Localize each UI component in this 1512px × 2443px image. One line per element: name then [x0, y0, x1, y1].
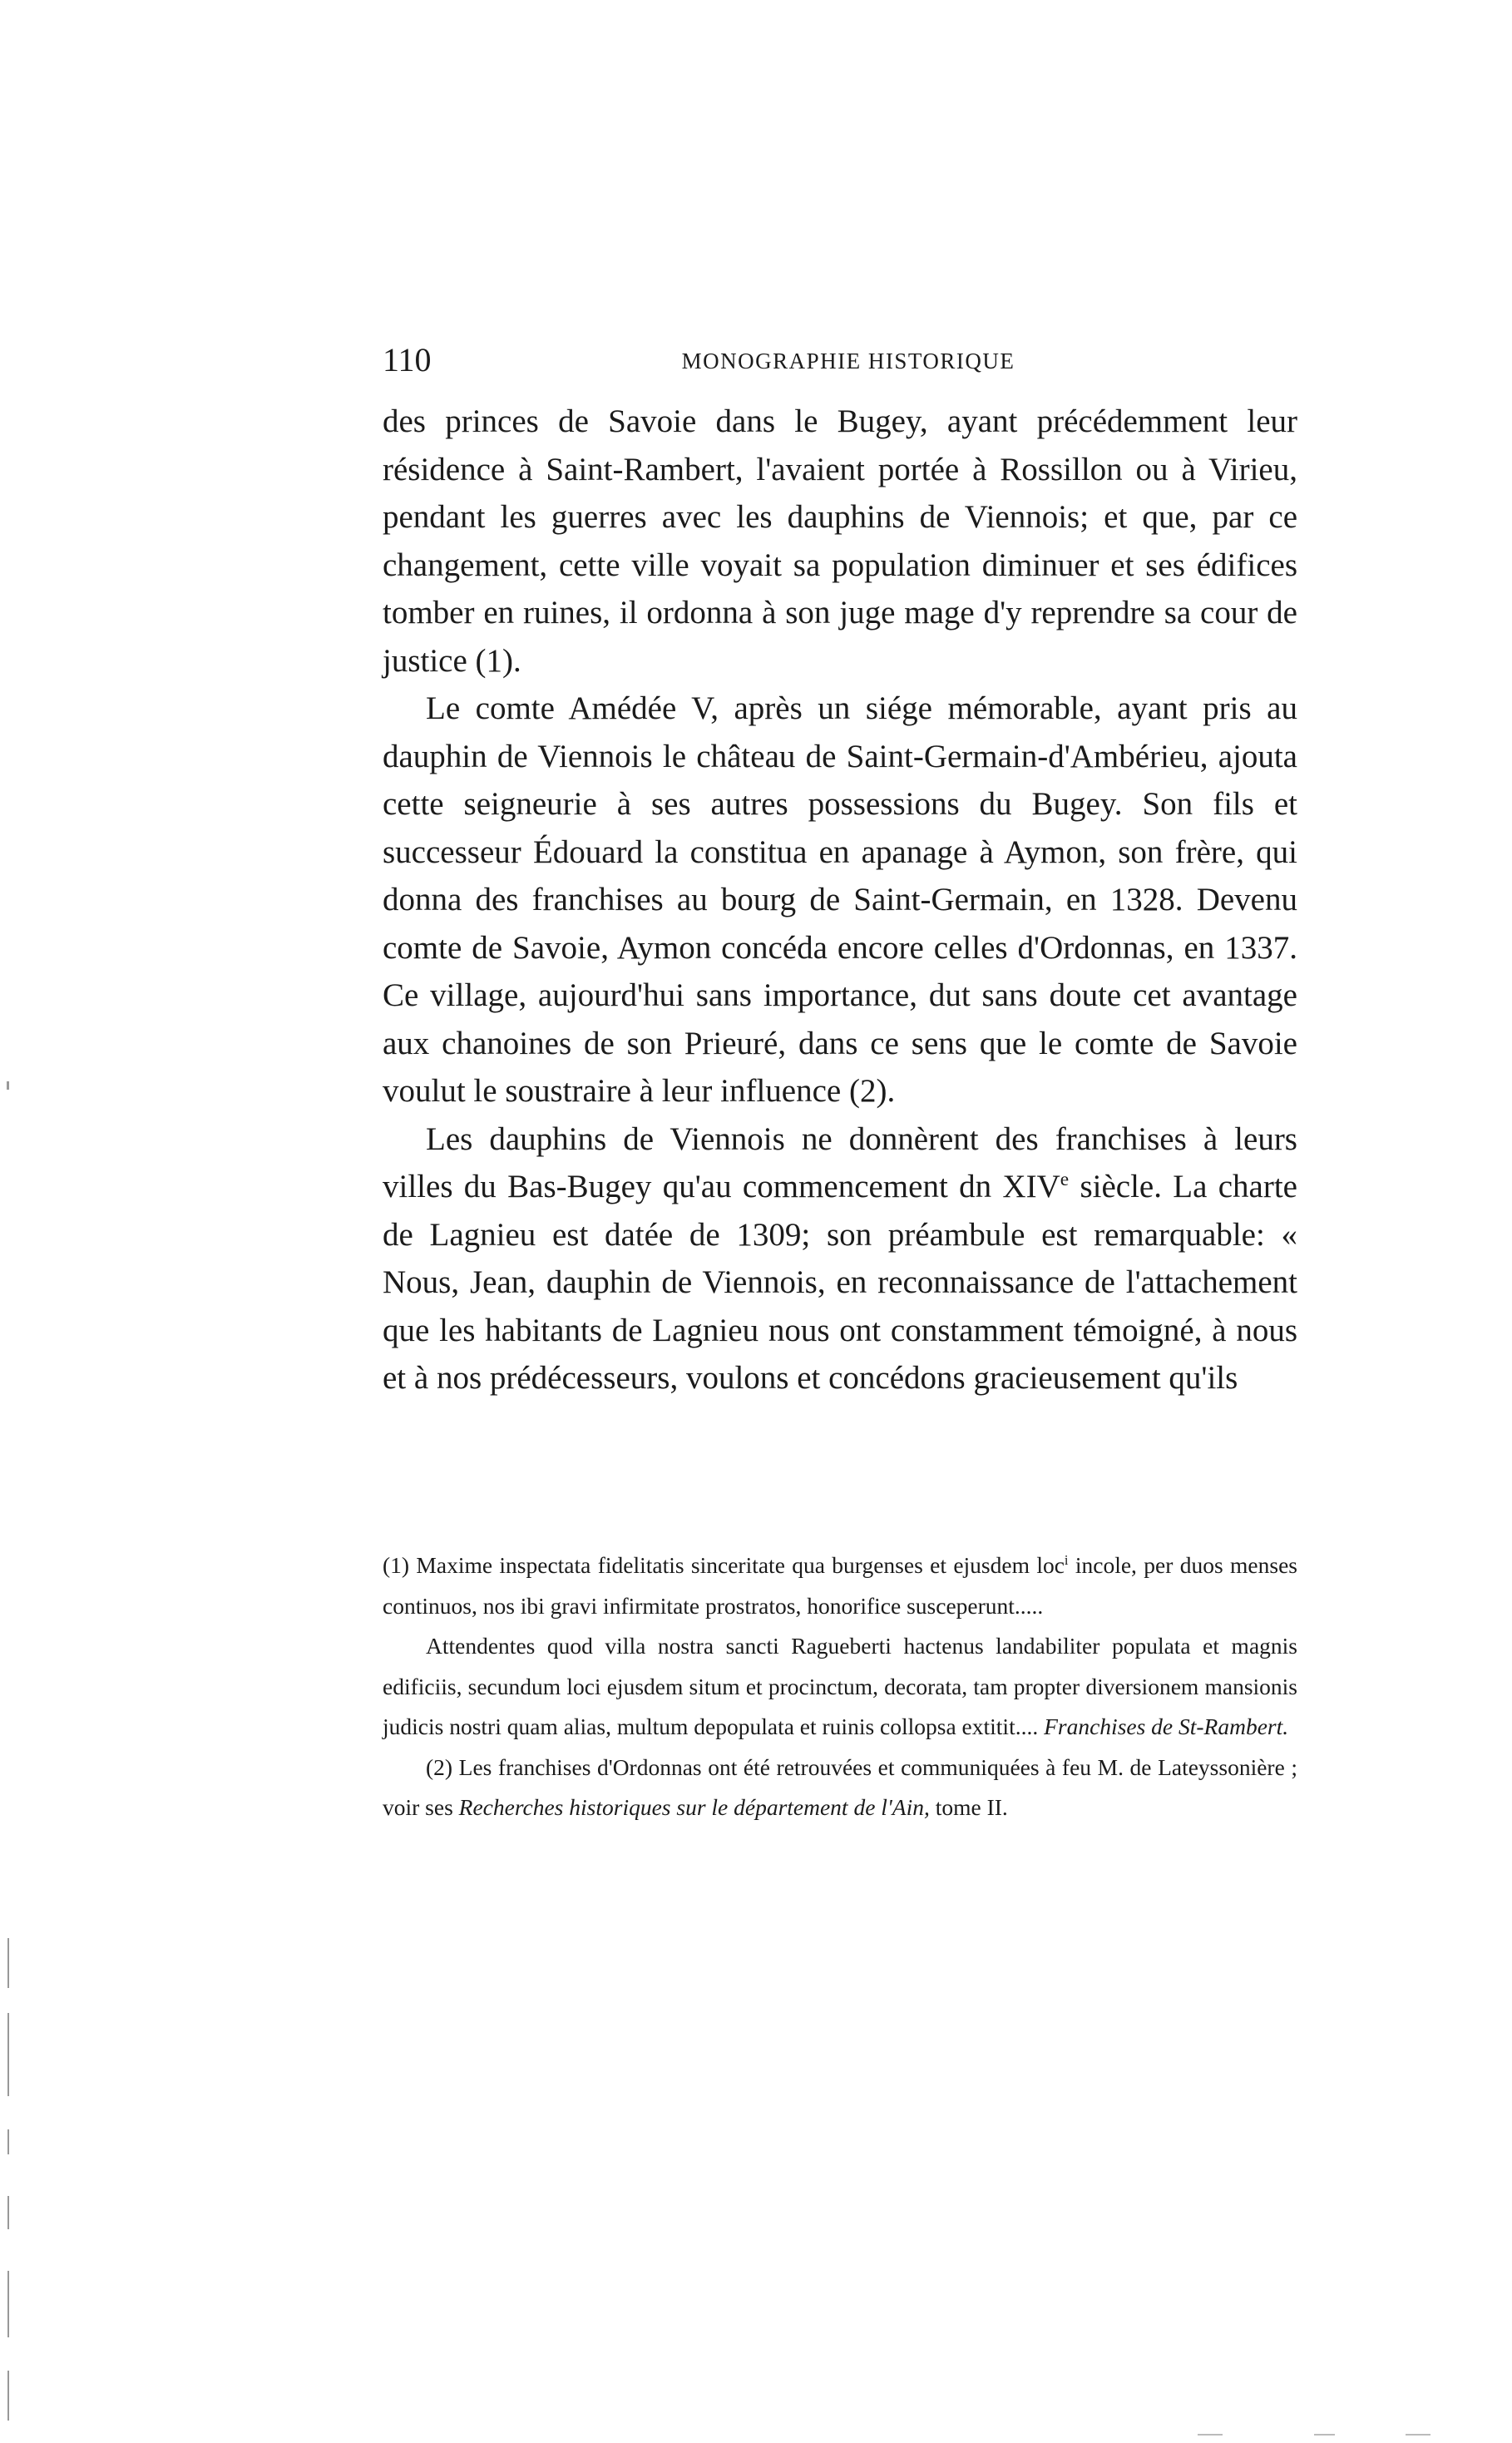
footnote-1-continuation-text: Attendentes quod villa nostra sancti Ragueberti hactenus landabiliter populata et magnis edificiis, secundum loci ejusdem situm et procinctum, decorata, tam propter diversionem mansionis judicis nostri quam alias, multum depopulata et ruinis collopsa extitit.... [383, 1633, 1297, 1739]
paragraph-dauphins [383, 1115, 1297, 1402]
paragraph-dauphins-start: Les dauphins de Viennois ne donnèrent des franchises à leurs villes du Bas-Bugey qu'au commencement dn XIV [383, 1120, 1297, 1204]
century-superscript: e [1060, 1169, 1070, 1190]
edge-speck [7, 1938, 9, 1988]
running-title: MONOGRAPHIE HISTORIQUE [681, 349, 1015, 373]
edge-speck [7, 2271, 9, 2337]
paragraph-continued: des princes de Savoie dans le Bugey, ayant précédemment leur résidence à Saint-Rambert, l'avaient portée à Rossillon ou à Virieu, pendant les guerres avec les dauphins de Viennois; et que, par ce changement, cette ville voyait sa population diminuer et ses édifices tomber en ruines, il ordonna à son juge mage d'y reprendre sa cour de justice (1). [383, 403, 1297, 679]
page-number: 110 [383, 341, 432, 378]
footnotes [383, 1545, 1297, 1828]
edge-speck [7, 2013, 9, 2096]
edge-speck [7, 2196, 9, 2229]
footnote-1-continuation [383, 1626, 1297, 1748]
paragraph-amedee: Le comte Amédée V, après un siége mémorable, ayant pris au dauphin de Viennois le château de Saint-Germain-d'Ambérieu, ajouta cette seigneurie à ses autres possessions du Bugey. Son fils et successeur Édouard la constitua en apanage à Aymon, son frère, qui donna des franchises au bourg de Saint-Germain, en 1328. Devenu comte de Savoie, Aymon concéda encore celles d'Ordonnas, en 1337. Ce village, aujourd'hui sans importance, dut sans doute cet avantage aux chanoines de son Prieuré, dans ce sens que le comte de Savoie voulut le soustraire à leur influence (2). [383, 690, 1297, 1109]
footnote-2-text: (2) Les franchises d'Ordonnas ont été retrouvées et communiquées à feu M. de Lateyssonière ; voir ses [383, 1753, 1297, 1820]
paragraph-dauphins-end: siècle. La charte de Lagnieu est datée de 1309; son préambule est remarquable: « Nous, Jean, dauphin de Viennois, en reconnaissance de l'attachement que les habitants de Lagnieu nous ont constamment témoigné, à nous et à nos prédécesseurs, voulons et concédons gracieusement qu'ils [383, 1169, 1297, 1396]
edge-speck [7, 2371, 9, 2421]
footnote-1-source: Franchises de St-Rambert. [1044, 1714, 1289, 1739]
footnote-1-end: incole, per duos menses continuos, nos ibi gravi infirmitate prostratos, honorifice susceperunt..... [383, 1552, 1297, 1619]
edge-speck [7, 1081, 9, 1090]
page-header [383, 339, 1314, 381]
footnote-1-superscript: i [1064, 1551, 1069, 1568]
footnote-1 [383, 1545, 1297, 1626]
footnote-1-start: (1) Maxime inspectata fidelitatis sinceritate qua burgenses et ejusdem loc [383, 1552, 1065, 1578]
footnote-2 [383, 1748, 1297, 1828]
main-text [383, 398, 1297, 1402]
footnote-2-tail: tome II. [929, 1794, 1008, 1820]
left-edge-specks [7, 1081, 9, 2421]
footnote-2-reference-title: Recherches historiques sur le département de l'Ain, [458, 1794, 930, 1820]
edge-speck [7, 2129, 9, 2154]
